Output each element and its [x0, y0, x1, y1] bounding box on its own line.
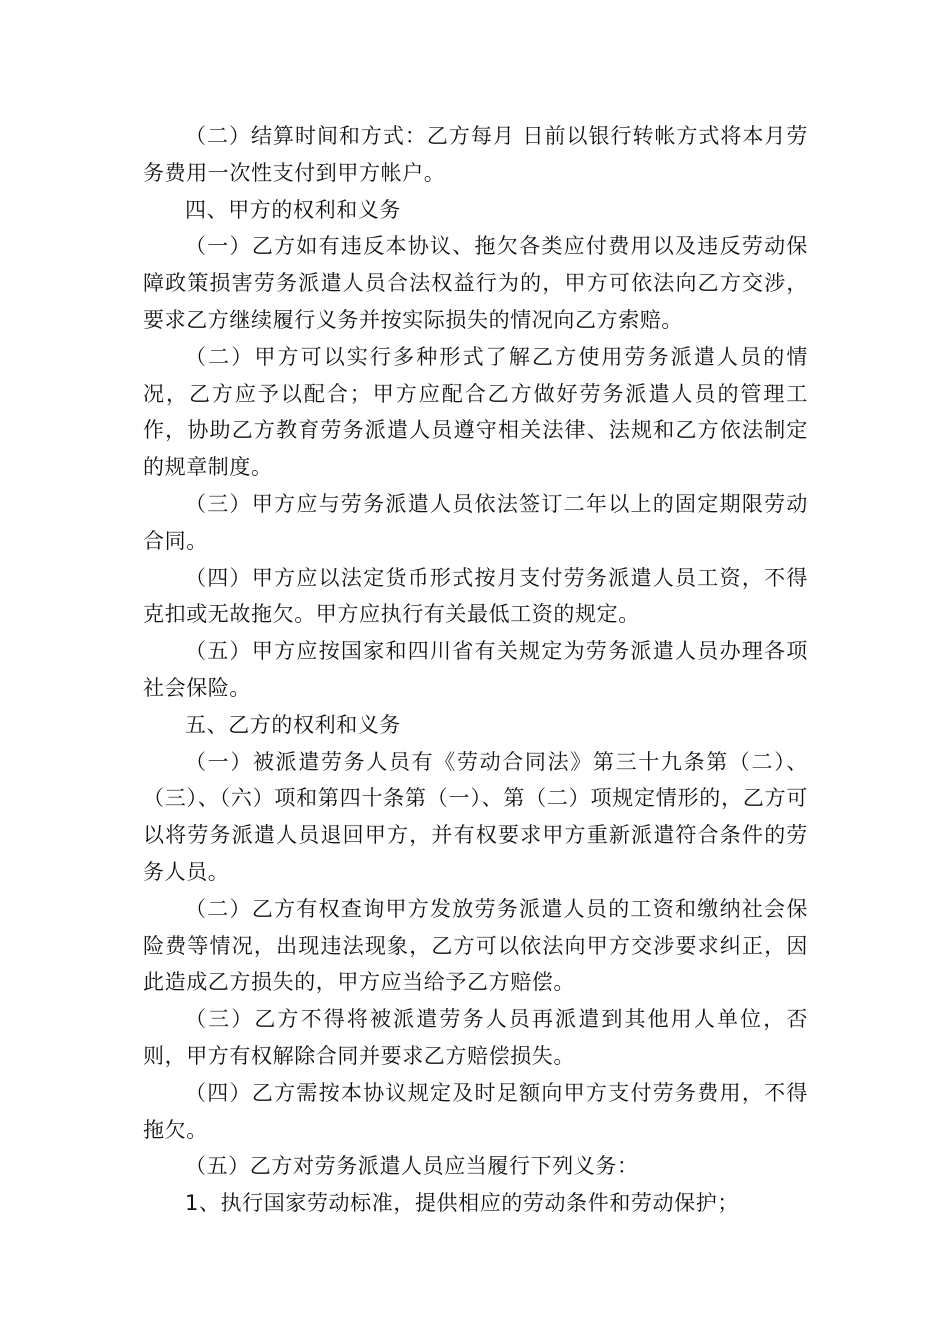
paragraph-party-b-item-1: （一）被派遣劳务人员有《劳动合同法》第三十九条第（二）、（三）、（六）项和第四十条第（一）、第（二）项规定情形的，乙方可以将劳务派遣人员退回甲方，并有权要求甲方重新派遣符合条件的劳务人员。 — [143, 749, 808, 884]
paragraph-settlement-time: （二）结算时间和方式：乙方每月 日前以银行转帐方式将本月劳务费用一次性支付到甲方帐户。 — [143, 124, 808, 185]
paragraph-party-a-item-4: （四）甲方应以法定货币形式按月支付劳务派遣人员工资，不得克扣或无故拖欠。甲方应执行有关最低工资的规定。 — [143, 565, 808, 627]
paragraph-party-b-item-4: （四）乙方需按本协议规定及时足额向甲方支付劳务费用，不得拖欠。 — [143, 1080, 808, 1142]
document-body — [143, 118, 808, 1222]
list-item-obligation-1: 1、执行国家劳动标准，提供相应的劳动条件和劳动保护； — [185, 1191, 739, 1216]
section-heading-party-b-rights: 五、乙方的权利和义务 — [185, 712, 401, 737]
paragraph-party-a-item-1: （一）乙方如有违反本协议、拖欠各类应付费用以及违反劳动保障政策损害劳务派遣人员合法权益行为的，甲方可依法向乙方交涉，要求乙方继续履行义务并按实际损失的情况向乙方索赔。 — [143, 234, 808, 332]
paragraph-party-b-item-3: （三）乙方不得将被派遣劳务人员再派遣到其他用人单位，否则，甲方有权解除合同并要求乙方赔偿损失。 — [143, 1007, 808, 1068]
paragraph-party-b-item-5: （五）乙方对劳务派遣人员应当履行下列义务： — [185, 1154, 639, 1179]
paragraph-party-a-item-3: （三）甲方应与劳务派遣人员依法签订二年以上的固定期限劳动合同。 — [143, 491, 808, 553]
section-heading-party-a-rights: 四、甲方的权利和义务 — [185, 197, 401, 222]
paragraph-party-b-item-2: （二）乙方有权查询甲方发放劳务派遣人员的工资和缴纳社会保险费等情况，出现违法现象，乙方可以依法向甲方交涉要求纠正，因此造成乙方损失的，甲方应当给予乙方赔偿。 — [143, 896, 808, 995]
paragraph-party-a-item-5: （五）甲方应按国家和四川省有关规定为劳务派遣人员办理各项社会保险。 — [143, 639, 808, 700]
paragraph-party-a-item-2: （二）甲方可以实行多种形式了解乙方使用劳务派遣人员的情况，乙方应予以配合；甲方应配合乙方做好劳务派遣人员的管理工作，协助乙方教育劳务派遣人员遵守相关法律、法规和乙方依法制定的规章制度。 — [143, 344, 808, 480]
